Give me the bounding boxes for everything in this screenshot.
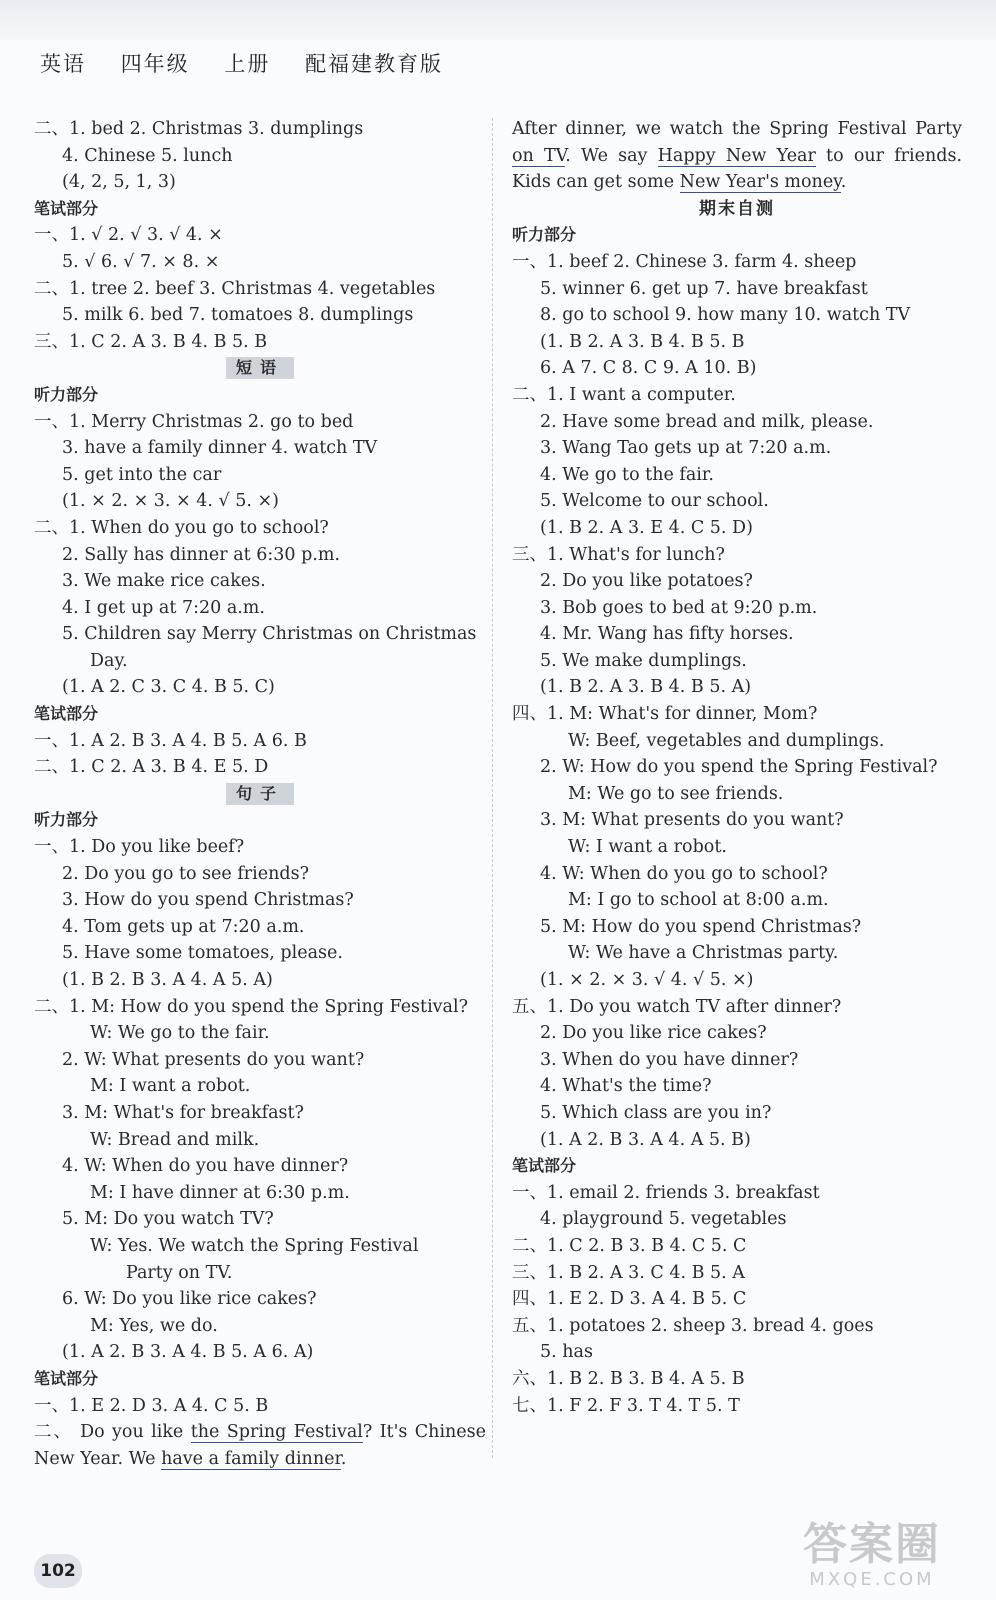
top-decorative-band [0, 0, 996, 40]
answer-line: M: I want a robot. [90, 1076, 251, 1097]
answer-line: 一、1. beef 2. Chinese 3. farm 4. sheep [512, 251, 857, 272]
answer-line: 二、1. C 2. A 3. B 4. E 5. D [34, 757, 269, 778]
answer-line: 三、1. B 2. A 3. C 4. B 5. A [512, 1262, 745, 1283]
section-heading: 笔试部分 [34, 198, 99, 218]
answer-line: 5. √ 6. √ 7. × 8. × [62, 251, 220, 272]
answer-line: 4. Chinese 5. lunch [62, 145, 233, 166]
answer-line: 4. I get up at 7:20 a.m. [62, 597, 265, 618]
answer-line: 3. M: What presents do you want? [540, 810, 844, 831]
header-edition: 配福建教育版 [305, 52, 444, 76]
right-column [512, 116, 962, 1419]
underlined-answer: the Spring Festival [190, 1422, 363, 1443]
answer-line: 4. What's the time? [540, 1076, 712, 1097]
answer-line: W: We have a Christmas party. [568, 943, 839, 964]
answer-line: 一、1. Merry Christmas 2. go to bed [34, 411, 354, 432]
answer-line: (1. B 2. A 3. B 4. B 5. A) [540, 677, 752, 698]
answer-line: (1. B 2. A 3. E 4. C 5. D) [540, 517, 753, 538]
answer-line: W: Beef, vegetables and dumplings. [568, 730, 885, 751]
answer-line: 5. M: Do you watch TV? [62, 1209, 274, 1230]
answer-line: 三、1. What's for lunch? [512, 544, 725, 565]
answer-line: 5. Which class are you in? [540, 1102, 772, 1123]
header-subject: 英语 [40, 52, 86, 76]
answer-line: 二、1. C 2. B 3. B 4. C 5. C [512, 1235, 747, 1256]
answer-line: 七、1. F 2. F 3. T 4. T 5. T [512, 1395, 740, 1416]
answer-line: 2. Do you like rice cakes? [540, 1023, 767, 1044]
underlined-answer: on TV [512, 145, 566, 166]
answer-line: 4. We go to the fair. [540, 464, 714, 485]
answer-line: 3. How do you spend Christmas? [62, 890, 354, 911]
answer-line: 一、1. √ 2. √ 3. √ 4. × [34, 225, 223, 246]
answer-line: 四、1. E 2. D 3. A 4. B 5. C [512, 1289, 747, 1310]
answer-line: (1. × 2. × 3. × 4. √ 5. ×) [62, 491, 280, 512]
cloze-passage-part1: 二、 Do you like the Spring Festival? It's Chinese New Year. We have a family dinner. [34, 1422, 487, 1469]
answer-line: 2. W: How do you spend the Spring Festival? [540, 757, 938, 778]
answer-line: 2. Sally has dinner at 6:30 p.m. [62, 544, 341, 565]
answer-line: (1. B 2. A 3. B 4. B 5. B [540, 331, 745, 352]
answer-line: 五、1. potatoes 2. sheep 3. bread 4. goes [512, 1315, 874, 1336]
section-heading: 笔试部分 [512, 1156, 577, 1176]
answer-line: 4. Tom gets up at 7:20 a.m. [62, 916, 305, 937]
answer-line: 3. have a family dinner 4. watch TV [62, 438, 378, 459]
underlined-answer: New Year's money [679, 172, 841, 193]
answer-line: Day. [90, 650, 128, 671]
answer-line: Party on TV. [126, 1262, 233, 1283]
answer-line: M: Yes, we do. [90, 1315, 218, 1336]
answer-line: 二、1. When do you go to school? [34, 517, 329, 538]
answer-line: 一、1. A 2. B 3. A 4. B 5. A 6. B [34, 730, 307, 751]
underlined-answer: Happy New Year [657, 145, 816, 166]
answer-line: W: I want a robot. [568, 837, 727, 858]
answer-line: 6. W: Do you like rice cakes? [62, 1289, 317, 1310]
answer-line: M: I go to school at 8:00 a.m. [568, 890, 829, 911]
unit-title-phrases: 短语 [226, 357, 294, 379]
page-header [40, 48, 469, 78]
answer-line: 四、1. M: What's for dinner, Mom? [512, 704, 818, 725]
answer-line: 二、1. M: How do you spend the Spring Festival? [34, 996, 468, 1017]
answer-line: (1. A 2. B 3. A 4. B 5. A 6. A) [62, 1342, 314, 1363]
answer-line: 二、1. I want a computer. [512, 384, 736, 405]
answer-line: 4. playground 5. vegetables [540, 1209, 787, 1230]
watermark-en: MXQE.COM [809, 1569, 935, 1590]
page-number: 102 [34, 1554, 82, 1588]
section-heading: 笔试部分 [34, 1368, 99, 1388]
answer-line: 五、1. Do you watch TV after dinner? [512, 996, 842, 1017]
unit-title-row [34, 355, 486, 382]
section-heading: 笔试部分 [34, 704, 99, 724]
cloze-passage-part2: After dinner, we watch the Spring Festival Party on TV. We say Happy New Year to our friends. Kids can get some New Year's money. [512, 119, 963, 193]
unit-title-sentences: 句子 [226, 783, 294, 805]
answer-line: 3. Wang Tao gets up at 7:20 a.m. [540, 438, 832, 459]
watermark-logo [772, 1521, 972, 1590]
answer-line: 二、1. bed 2. Christmas 3. dumplings [34, 119, 364, 139]
section-heading: 听力部分 [34, 384, 99, 404]
answer-line: (4, 2, 5, 1, 3) [62, 172, 176, 193]
answer-line: 一、1. E 2. D 3. A 4. C 5. B [34, 1395, 269, 1416]
underlined-answer: have a family dinner [161, 1448, 341, 1469]
answer-line: 5. We make dumplings. [540, 650, 747, 671]
answer-line: W: We go to the fair. [90, 1023, 270, 1044]
answer-line: 4. Mr. Wang has fifty horses. [540, 624, 794, 645]
answer-line: W: Yes. We watch the Spring Festival [90, 1235, 419, 1256]
answer-line: 一、1. email 2. friends 3. breakfast [512, 1182, 820, 1203]
header-volume: 上册 [224, 52, 271, 76]
answer-line: 6. A 7. C 8. C 9. A 10. B) [540, 358, 757, 379]
answer-line: (1. B 2. B 3. A 4. A 5. A) [62, 970, 273, 990]
answer-line: 5. winner 6. get up 7. have breakfast [540, 278, 868, 299]
unit-title-row [34, 781, 486, 808]
answer-line: 4. W: When do you have dinner? [62, 1156, 349, 1177]
answer-line: 三、1. C 2. A 3. B 4. B 5. B [34, 331, 268, 352]
answer-line: 二、1. tree 2. beef 3. Christmas 4. vegetables [34, 278, 436, 299]
answer-line: M: We go to see friends. [568, 783, 784, 804]
answer-line: 5. has [540, 1342, 593, 1363]
unit-title-final-test: 期末自测 [699, 198, 775, 219]
answer-line: 2. Have some bread and milk, please. [540, 411, 874, 432]
answer-line: 一、1. Do you like beef? [34, 837, 245, 858]
answer-line: 3. When do you have dinner? [540, 1049, 799, 1070]
answer-line: 5. Have some tomatoes, please. [62, 943, 343, 964]
watermark-cn: 答案圈 [803, 1519, 941, 1570]
answer-line: (1. × 2. × 3. √ 4. √ 5. ×) [540, 970, 754, 990]
answer-line: 4. W: When do you go to school? [540, 863, 828, 884]
section-heading: 听力部分 [512, 225, 577, 245]
answer-line: 5. get into the car [62, 464, 222, 485]
answer-line: M: I have dinner at 6:30 p.m. [90, 1182, 350, 1203]
answer-line: (1. A 2. B 3. A 4. A 5. B) [540, 1129, 751, 1150]
answer-line: 3. We make rice cakes. [62, 571, 266, 592]
answer-line: 5. Welcome to our school. [540, 491, 769, 512]
answer-line: 5. M: How do you spend Christmas? [540, 916, 862, 937]
answer-line: 8. go to school 9. how many 10. watch TV [540, 305, 911, 326]
answer-line: 3. Bob goes to bed at 9:20 p.m. [540, 597, 818, 618]
answer-line: (1. A 2. C 3. C 4. B 5. C) [62, 677, 275, 698]
answer-line: 2. Do you like potatoes? [540, 571, 753, 592]
answer-line: W: Bread and milk. [90, 1129, 260, 1150]
answer-line: 5. Children say Merry Christmas on Christmas [62, 624, 477, 645]
header-grade: 四年级 [120, 52, 190, 76]
answer-line: 六、1. B 2. B 3. B 4. A 5. B [512, 1368, 745, 1389]
answer-line: 2. W: What presents do you want? [62, 1049, 365, 1070]
column-divider [492, 118, 493, 1458]
answer-line: 2. Do you go to see friends? [62, 863, 309, 884]
answer-line: 3. M: What's for breakfast? [62, 1102, 304, 1123]
answer-line: 5. milk 6. bed 7. tomatoes 8. dumplings [62, 305, 414, 326]
left-column [34, 116, 486, 1472]
section-heading: 听力部分 [34, 810, 99, 830]
